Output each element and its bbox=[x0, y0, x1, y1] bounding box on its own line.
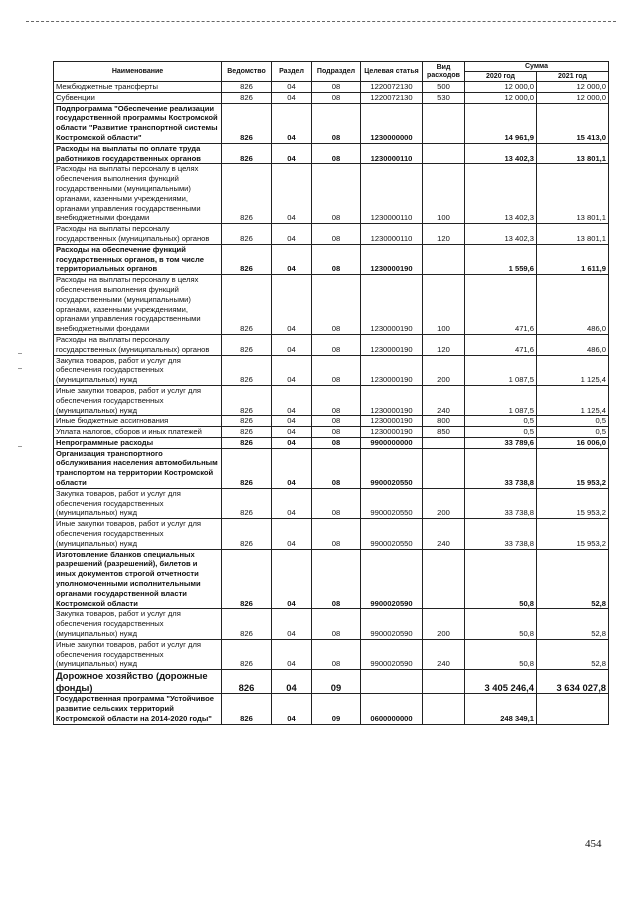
table-row bbox=[54, 355, 609, 385]
row-celevaya-cell: 1230000110 bbox=[361, 164, 423, 224]
row-sum-2020-cell: 33 738,8 bbox=[465, 519, 537, 549]
row-name-cell: Расходы на выплаты персоналу государственных (муниципальных) органов bbox=[54, 334, 222, 355]
row-vid-cell bbox=[423, 143, 465, 164]
row-podrazdel-cell: 08 bbox=[312, 416, 361, 427]
row-sum-2020-cell: 1 087,5 bbox=[465, 385, 537, 415]
row-sum-2021-cell: 1 125,4 bbox=[537, 355, 609, 385]
table-row bbox=[54, 609, 609, 639]
row-razdel-cell: 04 bbox=[272, 609, 312, 639]
row-name-cell: Закупка товаров, работ и услуг для обеспечения государственных (муниципальных) нужд bbox=[54, 609, 222, 639]
table-row bbox=[54, 224, 609, 245]
table-row bbox=[54, 639, 609, 669]
row-vedomstvo-cell: 826 bbox=[222, 437, 272, 448]
row-celevaya-cell: 1230000190 bbox=[361, 275, 423, 335]
row-razdel-cell: 04 bbox=[272, 670, 312, 694]
row-sum-2020-cell: 33 789,6 bbox=[465, 437, 537, 448]
row-podrazdel-cell: 09 bbox=[312, 670, 361, 694]
row-vid-cell: 800 bbox=[423, 416, 465, 427]
row-celevaya-cell: 9900020590 bbox=[361, 609, 423, 639]
row-podrazdel-cell: 08 bbox=[312, 275, 361, 335]
row-razdel-cell: 04 bbox=[272, 92, 312, 103]
row-razdel-cell: 04 bbox=[272, 549, 312, 609]
row-razdel-cell: 04 bbox=[272, 334, 312, 355]
row-razdel-cell: 04 bbox=[272, 519, 312, 549]
row-name-cell: Организация транспортного обслуживания населения автомобильным транспортом на территории Костромской области bbox=[54, 448, 222, 488]
row-sum-2020-cell: 50,8 bbox=[465, 609, 537, 639]
row-sum-2020-cell: 50,8 bbox=[465, 639, 537, 669]
table-row bbox=[54, 519, 609, 549]
row-sum-2021-cell: 12 000,0 bbox=[537, 82, 609, 93]
row-podrazdel-cell: 08 bbox=[312, 488, 361, 518]
row-celevaya-cell: 1230000190 bbox=[361, 416, 423, 427]
col-header-2020: 2020 год bbox=[465, 72, 537, 82]
row-sum-2021-cell: 15 413,0 bbox=[537, 103, 609, 143]
table-row bbox=[54, 92, 609, 103]
row-celevaya-cell: 9900020590 bbox=[361, 639, 423, 669]
row-razdel-cell: 04 bbox=[272, 355, 312, 385]
row-vedomstvo-cell: 826 bbox=[222, 355, 272, 385]
row-sum-2021-cell: 1 125,4 bbox=[537, 385, 609, 415]
row-podrazdel-cell: 08 bbox=[312, 355, 361, 385]
row-vid-cell: 100 bbox=[423, 275, 465, 335]
row-vid-cell: 120 bbox=[423, 334, 465, 355]
row-vedomstvo-cell: 826 bbox=[222, 609, 272, 639]
row-name-cell: Закупка товаров, работ и услуг для обеспечения государственных (муниципальных) нужд bbox=[54, 488, 222, 518]
row-vedomstvo-cell: 826 bbox=[222, 164, 272, 224]
row-vid-cell: 850 bbox=[423, 427, 465, 438]
row-sum-2021-cell: 12 000,0 bbox=[537, 92, 609, 103]
row-sum-2020-cell: 13 402,3 bbox=[465, 164, 537, 224]
table-row bbox=[54, 488, 609, 518]
table-row bbox=[54, 275, 609, 335]
row-sum-2021-cell: 3 634 027,8 bbox=[537, 670, 609, 694]
row-vedomstvo-cell: 826 bbox=[222, 143, 272, 164]
row-celevaya-cell: 1220072130 bbox=[361, 82, 423, 93]
table-row bbox=[54, 244, 609, 274]
row-podrazdel-cell: 08 bbox=[312, 244, 361, 274]
row-vid-cell bbox=[423, 437, 465, 448]
row-name-cell: Иные закупки товаров, работ и услуг для обеспечения государственных (муниципальных) нужд bbox=[54, 639, 222, 669]
row-vedomstvo-cell: 826 bbox=[222, 694, 272, 724]
row-sum-2020-cell: 12 000,0 bbox=[465, 82, 537, 93]
row-podrazdel-cell: 08 bbox=[312, 164, 361, 224]
row-name-cell: Межбюджетные трансферты bbox=[54, 82, 222, 93]
row-celevaya-cell bbox=[361, 670, 423, 694]
col-header-summa: Сумма bbox=[465, 62, 609, 72]
row-podrazdel-cell: 08 bbox=[312, 82, 361, 93]
row-name-cell: Государственная программа "Устойчивое развитие сельских территорий Костромской области на 2014-2020 годы" bbox=[54, 694, 222, 724]
table-row bbox=[54, 448, 609, 488]
row-sum-2021-cell: 15 953,2 bbox=[537, 448, 609, 488]
col-header-celevaya: Целевая статья bbox=[361, 62, 423, 82]
table-row bbox=[54, 670, 609, 694]
row-sum-2020-cell: 50,8 bbox=[465, 549, 537, 609]
row-celevaya-cell: 9900000000 bbox=[361, 437, 423, 448]
row-sum-2021-cell: 52,8 bbox=[537, 639, 609, 669]
row-vedomstvo-cell: 826 bbox=[222, 385, 272, 415]
top-dashed-rule bbox=[26, 21, 616, 22]
table-row bbox=[54, 549, 609, 609]
row-name-cell: Закупка товаров, работ и услуг для обеспечения государственных (муниципальных) нужд bbox=[54, 355, 222, 385]
row-name-cell: Расходы на выплаты персоналу в целях обеспечения выполнения функций государственными (муниципальными) органами, казенными учреждениями, органами управления государственными внебюджетными фондами bbox=[54, 275, 222, 335]
row-sum-2021-cell: 13 801,1 bbox=[537, 224, 609, 245]
row-podrazdel-cell: 08 bbox=[312, 427, 361, 438]
row-name-cell: Расходы на выплаты персоналу государственных (муниципальных) органов bbox=[54, 224, 222, 245]
row-name-cell: Иные закупки товаров, работ и услуг для обеспечения государственных (муниципальных) нужд bbox=[54, 519, 222, 549]
row-vedomstvo-cell: 826 bbox=[222, 448, 272, 488]
col-header-razdel: Раздел bbox=[272, 62, 312, 82]
row-sum-2020-cell: 471,6 bbox=[465, 334, 537, 355]
row-vedomstvo-cell: 826 bbox=[222, 92, 272, 103]
row-vedomstvo-cell: 826 bbox=[222, 224, 272, 245]
row-razdel-cell: 04 bbox=[272, 275, 312, 335]
row-vedomstvo-cell: 826 bbox=[222, 519, 272, 549]
row-razdel-cell: 04 bbox=[272, 694, 312, 724]
row-vid-cell: 240 bbox=[423, 519, 465, 549]
row-sum-2020-cell: 13 402,3 bbox=[465, 143, 537, 164]
row-razdel-cell: 04 bbox=[272, 488, 312, 518]
row-celevaya-cell: 1230000000 bbox=[361, 103, 423, 143]
row-vedomstvo-cell: 826 bbox=[222, 334, 272, 355]
row-vedomstvo-cell: 826 bbox=[222, 549, 272, 609]
table-header bbox=[54, 62, 609, 82]
row-razdel-cell: 04 bbox=[272, 416, 312, 427]
row-celevaya-cell: 1230000190 bbox=[361, 334, 423, 355]
row-sum-2021-cell: 486,0 bbox=[537, 275, 609, 335]
row-podrazdel-cell: 08 bbox=[312, 639, 361, 669]
row-sum-2021-cell: 16 006,0 bbox=[537, 437, 609, 448]
col-header-2021: 2021 год bbox=[537, 72, 609, 82]
row-sum-2021-cell: 0,5 bbox=[537, 427, 609, 438]
row-sum-2020-cell: 13 402,3 bbox=[465, 224, 537, 245]
table-row bbox=[54, 103, 609, 143]
row-sum-2020-cell: 33 738,8 bbox=[465, 488, 537, 518]
row-name-cell: Субвенции bbox=[54, 92, 222, 103]
row-razdel-cell: 04 bbox=[272, 437, 312, 448]
row-sum-2020-cell: 1 087,5 bbox=[465, 355, 537, 385]
row-vedomstvo-cell: 826 bbox=[222, 275, 272, 335]
row-vid-cell: 240 bbox=[423, 385, 465, 415]
row-name-cell: Расходы на выплаты персоналу в целях обеспечения выполнения функций государственными (муниципальными) органами, казенными учреждениями, органами управления государственными внебюджетными фондами bbox=[54, 164, 222, 224]
row-podrazdel-cell: 08 bbox=[312, 519, 361, 549]
row-podrazdel-cell: 08 bbox=[312, 437, 361, 448]
row-sum-2020-cell: 33 738,8 bbox=[465, 448, 537, 488]
table-row bbox=[54, 82, 609, 93]
row-celevaya-cell: 0600000000 bbox=[361, 694, 423, 724]
col-header-name: Наименование bbox=[54, 62, 222, 82]
row-razdel-cell: 04 bbox=[272, 143, 312, 164]
row-sum-2021-cell: 15 953,2 bbox=[537, 488, 609, 518]
row-name-cell: Уплата налогов, сборов и иных платежей bbox=[54, 427, 222, 438]
col-header-vedomstvo: Ведомство bbox=[222, 62, 272, 82]
row-vedomstvo-cell: 826 bbox=[222, 103, 272, 143]
row-vid-cell: 200 bbox=[423, 609, 465, 639]
budget-table bbox=[53, 61, 609, 725]
row-podrazdel-cell: 08 bbox=[312, 549, 361, 609]
table-row bbox=[54, 437, 609, 448]
row-sum-2021-cell: 52,8 bbox=[537, 609, 609, 639]
row-podrazdel-cell: 09 bbox=[312, 694, 361, 724]
row-celevaya-cell: 1230000110 bbox=[361, 224, 423, 245]
row-razdel-cell: 04 bbox=[272, 82, 312, 93]
row-vid-cell: 100 bbox=[423, 164, 465, 224]
table-row bbox=[54, 694, 609, 724]
row-celevaya-cell: 1220072130 bbox=[361, 92, 423, 103]
row-podrazdel-cell: 08 bbox=[312, 143, 361, 164]
row-podrazdel-cell: 08 bbox=[312, 385, 361, 415]
row-razdel-cell: 04 bbox=[272, 164, 312, 224]
row-vid-cell: 120 bbox=[423, 224, 465, 245]
row-razdel-cell: 04 bbox=[272, 103, 312, 143]
row-sum-2021-cell: 0,5 bbox=[537, 416, 609, 427]
row-razdel-cell: 04 bbox=[272, 224, 312, 245]
row-celevaya-cell: 1230000190 bbox=[361, 244, 423, 274]
row-celevaya-cell: 1230000190 bbox=[361, 385, 423, 415]
table-row bbox=[54, 334, 609, 355]
row-name-cell: Изготовление бланков специальных разрешений (разрешений), билетов и иных документов строгой отчетности уполномоченными исполнительными органами государственной власти Костромской области bbox=[54, 549, 222, 609]
row-sum-2021-cell: 13 801,1 bbox=[537, 164, 609, 224]
row-razdel-cell: 04 bbox=[272, 427, 312, 438]
row-sum-2020-cell: 248 349,1 bbox=[465, 694, 537, 724]
row-vid-cell bbox=[423, 694, 465, 724]
row-sum-2021-cell: 486,0 bbox=[537, 334, 609, 355]
table-row bbox=[54, 385, 609, 415]
row-podrazdel-cell: 08 bbox=[312, 224, 361, 245]
col-header-podrazdel: Подраздел bbox=[312, 62, 361, 82]
row-razdel-cell: 04 bbox=[272, 639, 312, 669]
row-razdel-cell: 04 bbox=[272, 385, 312, 415]
row-vedomstvo-cell: 826 bbox=[222, 670, 272, 694]
col-header-vid: Вид расходов bbox=[423, 62, 465, 82]
row-podrazdel-cell: 08 bbox=[312, 92, 361, 103]
table-body bbox=[54, 82, 609, 725]
scan-mark bbox=[18, 368, 22, 369]
scan-mark bbox=[18, 446, 22, 447]
row-sum-2020-cell: 471,6 bbox=[465, 275, 537, 335]
row-vedomstvo-cell: 826 bbox=[222, 244, 272, 274]
row-celevaya-cell: 9900020550 bbox=[361, 488, 423, 518]
row-podrazdel-cell: 08 bbox=[312, 448, 361, 488]
row-vedomstvo-cell: 826 bbox=[222, 416, 272, 427]
row-vid-cell bbox=[423, 103, 465, 143]
row-vedomstvo-cell: 826 bbox=[222, 427, 272, 438]
row-sum-2021-cell: 52,8 bbox=[537, 549, 609, 609]
table-row bbox=[54, 427, 609, 438]
row-name-cell: Подпрограмма "Обеспечение реализации государственной программы Костромской области "Развитие транспортной системы Костромской области" bbox=[54, 103, 222, 143]
row-sum-2020-cell: 14 961,9 bbox=[465, 103, 537, 143]
row-vid-cell bbox=[423, 670, 465, 694]
table-row bbox=[54, 164, 609, 224]
row-vid-cell: 530 bbox=[423, 92, 465, 103]
row-vid-cell: 240 bbox=[423, 639, 465, 669]
scan-mark bbox=[18, 353, 22, 354]
row-name-cell: Иные бюджетные ассигнования bbox=[54, 416, 222, 427]
row-podrazdel-cell: 08 bbox=[312, 334, 361, 355]
row-celevaya-cell: 9900020590 bbox=[361, 549, 423, 609]
row-name-cell: Расходы на обеспечение функций государственных органов, в том числе территориальных органов bbox=[54, 244, 222, 274]
row-sum-2020-cell: 3 405 246,4 bbox=[465, 670, 537, 694]
row-razdel-cell: 04 bbox=[272, 244, 312, 274]
row-sum-2021-cell: 1 611,9 bbox=[537, 244, 609, 274]
row-name-cell: Расходы на выплаты по оплате труда работников государственных органов bbox=[54, 143, 222, 164]
row-name-cell: Непрограммные расходы bbox=[54, 437, 222, 448]
row-vid-cell bbox=[423, 244, 465, 274]
row-vid-cell bbox=[423, 448, 465, 488]
table-row bbox=[54, 143, 609, 164]
row-celevaya-cell: 1230000190 bbox=[361, 355, 423, 385]
row-vid-cell: 200 bbox=[423, 355, 465, 385]
row-sum-2021-cell: 13 801,1 bbox=[537, 143, 609, 164]
row-vedomstvo-cell: 826 bbox=[222, 82, 272, 93]
row-vedomstvo-cell: 826 bbox=[222, 488, 272, 518]
row-sum-2020-cell: 12 000,0 bbox=[465, 92, 537, 103]
row-podrazdel-cell: 08 bbox=[312, 609, 361, 639]
table-row bbox=[54, 416, 609, 427]
row-sum-2020-cell: 0,5 bbox=[465, 416, 537, 427]
row-celevaya-cell: 1230000110 bbox=[361, 143, 423, 164]
row-vid-cell: 500 bbox=[423, 82, 465, 93]
row-vid-cell bbox=[423, 549, 465, 609]
row-sum-2021-cell: 15 953,2 bbox=[537, 519, 609, 549]
row-name-cell: Иные закупки товаров, работ и услуг для обеспечения государственных (муниципальных) нужд bbox=[54, 385, 222, 415]
row-sum-2020-cell: 0,5 bbox=[465, 427, 537, 438]
row-name-cell: Дорожное хозяйство (дорожные фонды) bbox=[54, 670, 222, 694]
row-vedomstvo-cell: 826 bbox=[222, 639, 272, 669]
row-celevaya-cell: 9900020550 bbox=[361, 448, 423, 488]
row-vid-cell: 200 bbox=[423, 488, 465, 518]
row-razdel-cell: 04 bbox=[272, 448, 312, 488]
row-sum-2021-cell bbox=[537, 694, 609, 724]
row-celevaya-cell: 1230000190 bbox=[361, 427, 423, 438]
row-sum-2020-cell: 1 559,6 bbox=[465, 244, 537, 274]
row-podrazdel-cell: 08 bbox=[312, 103, 361, 143]
page-number: 454 bbox=[585, 838, 602, 850]
row-celevaya-cell: 9900020550 bbox=[361, 519, 423, 549]
